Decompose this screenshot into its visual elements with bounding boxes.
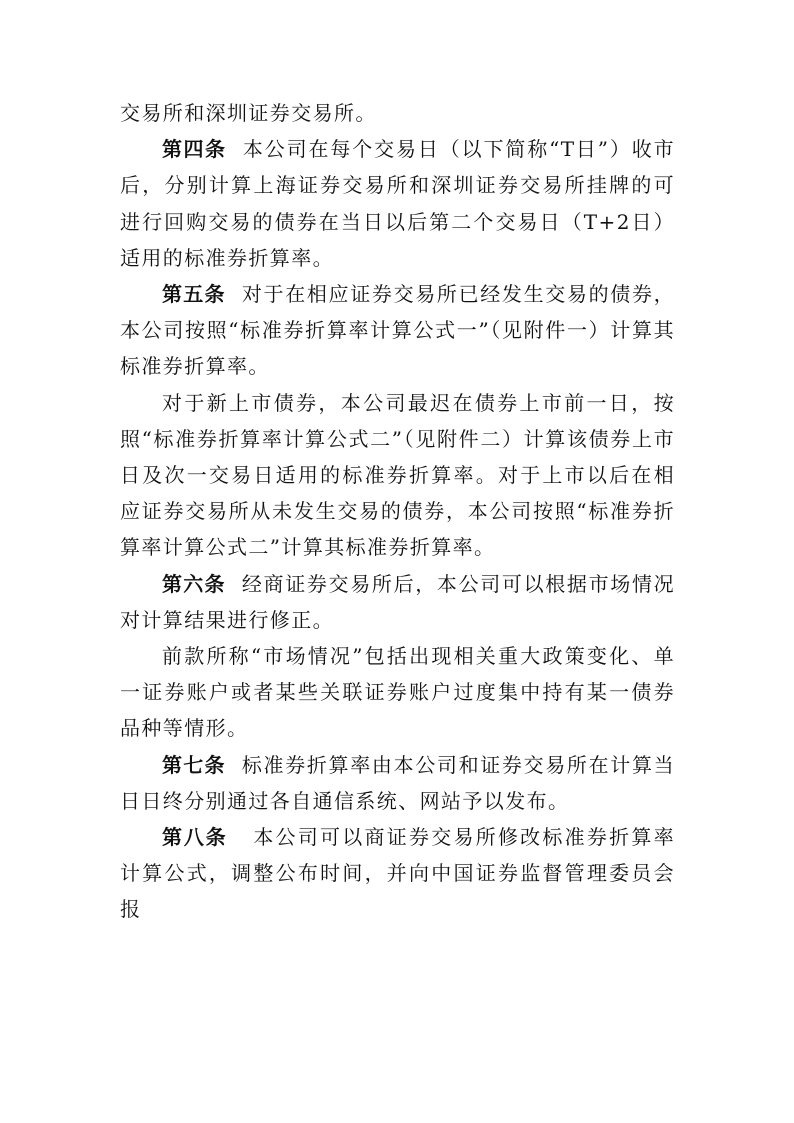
article-5 bbox=[120, 276, 675, 385]
paragraph-text: 对于新上市债券，本公司最迟在债券上市前一日，按照“标准券折算率计算公式二”（见附件二）计算该债券上市日及次一交易日适用的标准券折算率。对于上市以后在相应证券交易所从未发生交易的债券，本公司按照“标准券折算率计算公式二”计算其标准券折算率。 bbox=[120, 390, 675, 560]
paragraph-text: 交易所和深圳证券交易所。 bbox=[120, 101, 377, 125]
document-body bbox=[120, 95, 675, 928]
article-8 bbox=[120, 819, 675, 928]
paragraph-text: 前款所称“市场情况”包括出现相关重大政策变化、单一证券账户或者某些关联证券账户过度集中持有某一债券品种等情形。 bbox=[120, 644, 675, 741]
article-heading: 第六条 bbox=[162, 571, 226, 596]
article-heading: 第五条 bbox=[162, 282, 226, 307]
article-text: 对于在相应证券交易所已经发生交易的债券，本公司按照“标准券折算率计算公式一”（见附件一）计算其标准券折算率。 bbox=[120, 282, 676, 379]
paragraph bbox=[120, 385, 675, 566]
article-text: 标准券折算率由本公司和证券交易所在计算当日日终分别通过各自通信系统、网站予以发布。 bbox=[120, 752, 676, 813]
article-heading: 第八条 bbox=[162, 825, 228, 850]
article-heading: 第七条 bbox=[162, 752, 226, 777]
article-text: 本公司在每个交易日（以下简称“T日”）收市后，分别计算上海证券交易所和深圳证券交易所挂牌的可进行回购交易的债券在当日以后第二个交易日（T+2日）适用的标准券折算率。 bbox=[120, 137, 676, 270]
paragraph bbox=[120, 638, 675, 747]
paragraph bbox=[120, 95, 675, 131]
article-text: 本公司可以商证券交易所修改标准券折算率计算公式，调整公布时间，并向中国证券监督管理委员会报 bbox=[120, 825, 675, 922]
article-heading: 第四条 bbox=[162, 137, 227, 162]
article-text: 经商证券交易所后，本公司可以根据市场情况对计算结果进行修正。 bbox=[120, 571, 676, 632]
article-6 bbox=[120, 566, 675, 638]
article-7 bbox=[120, 747, 675, 819]
article-4 bbox=[120, 131, 675, 276]
